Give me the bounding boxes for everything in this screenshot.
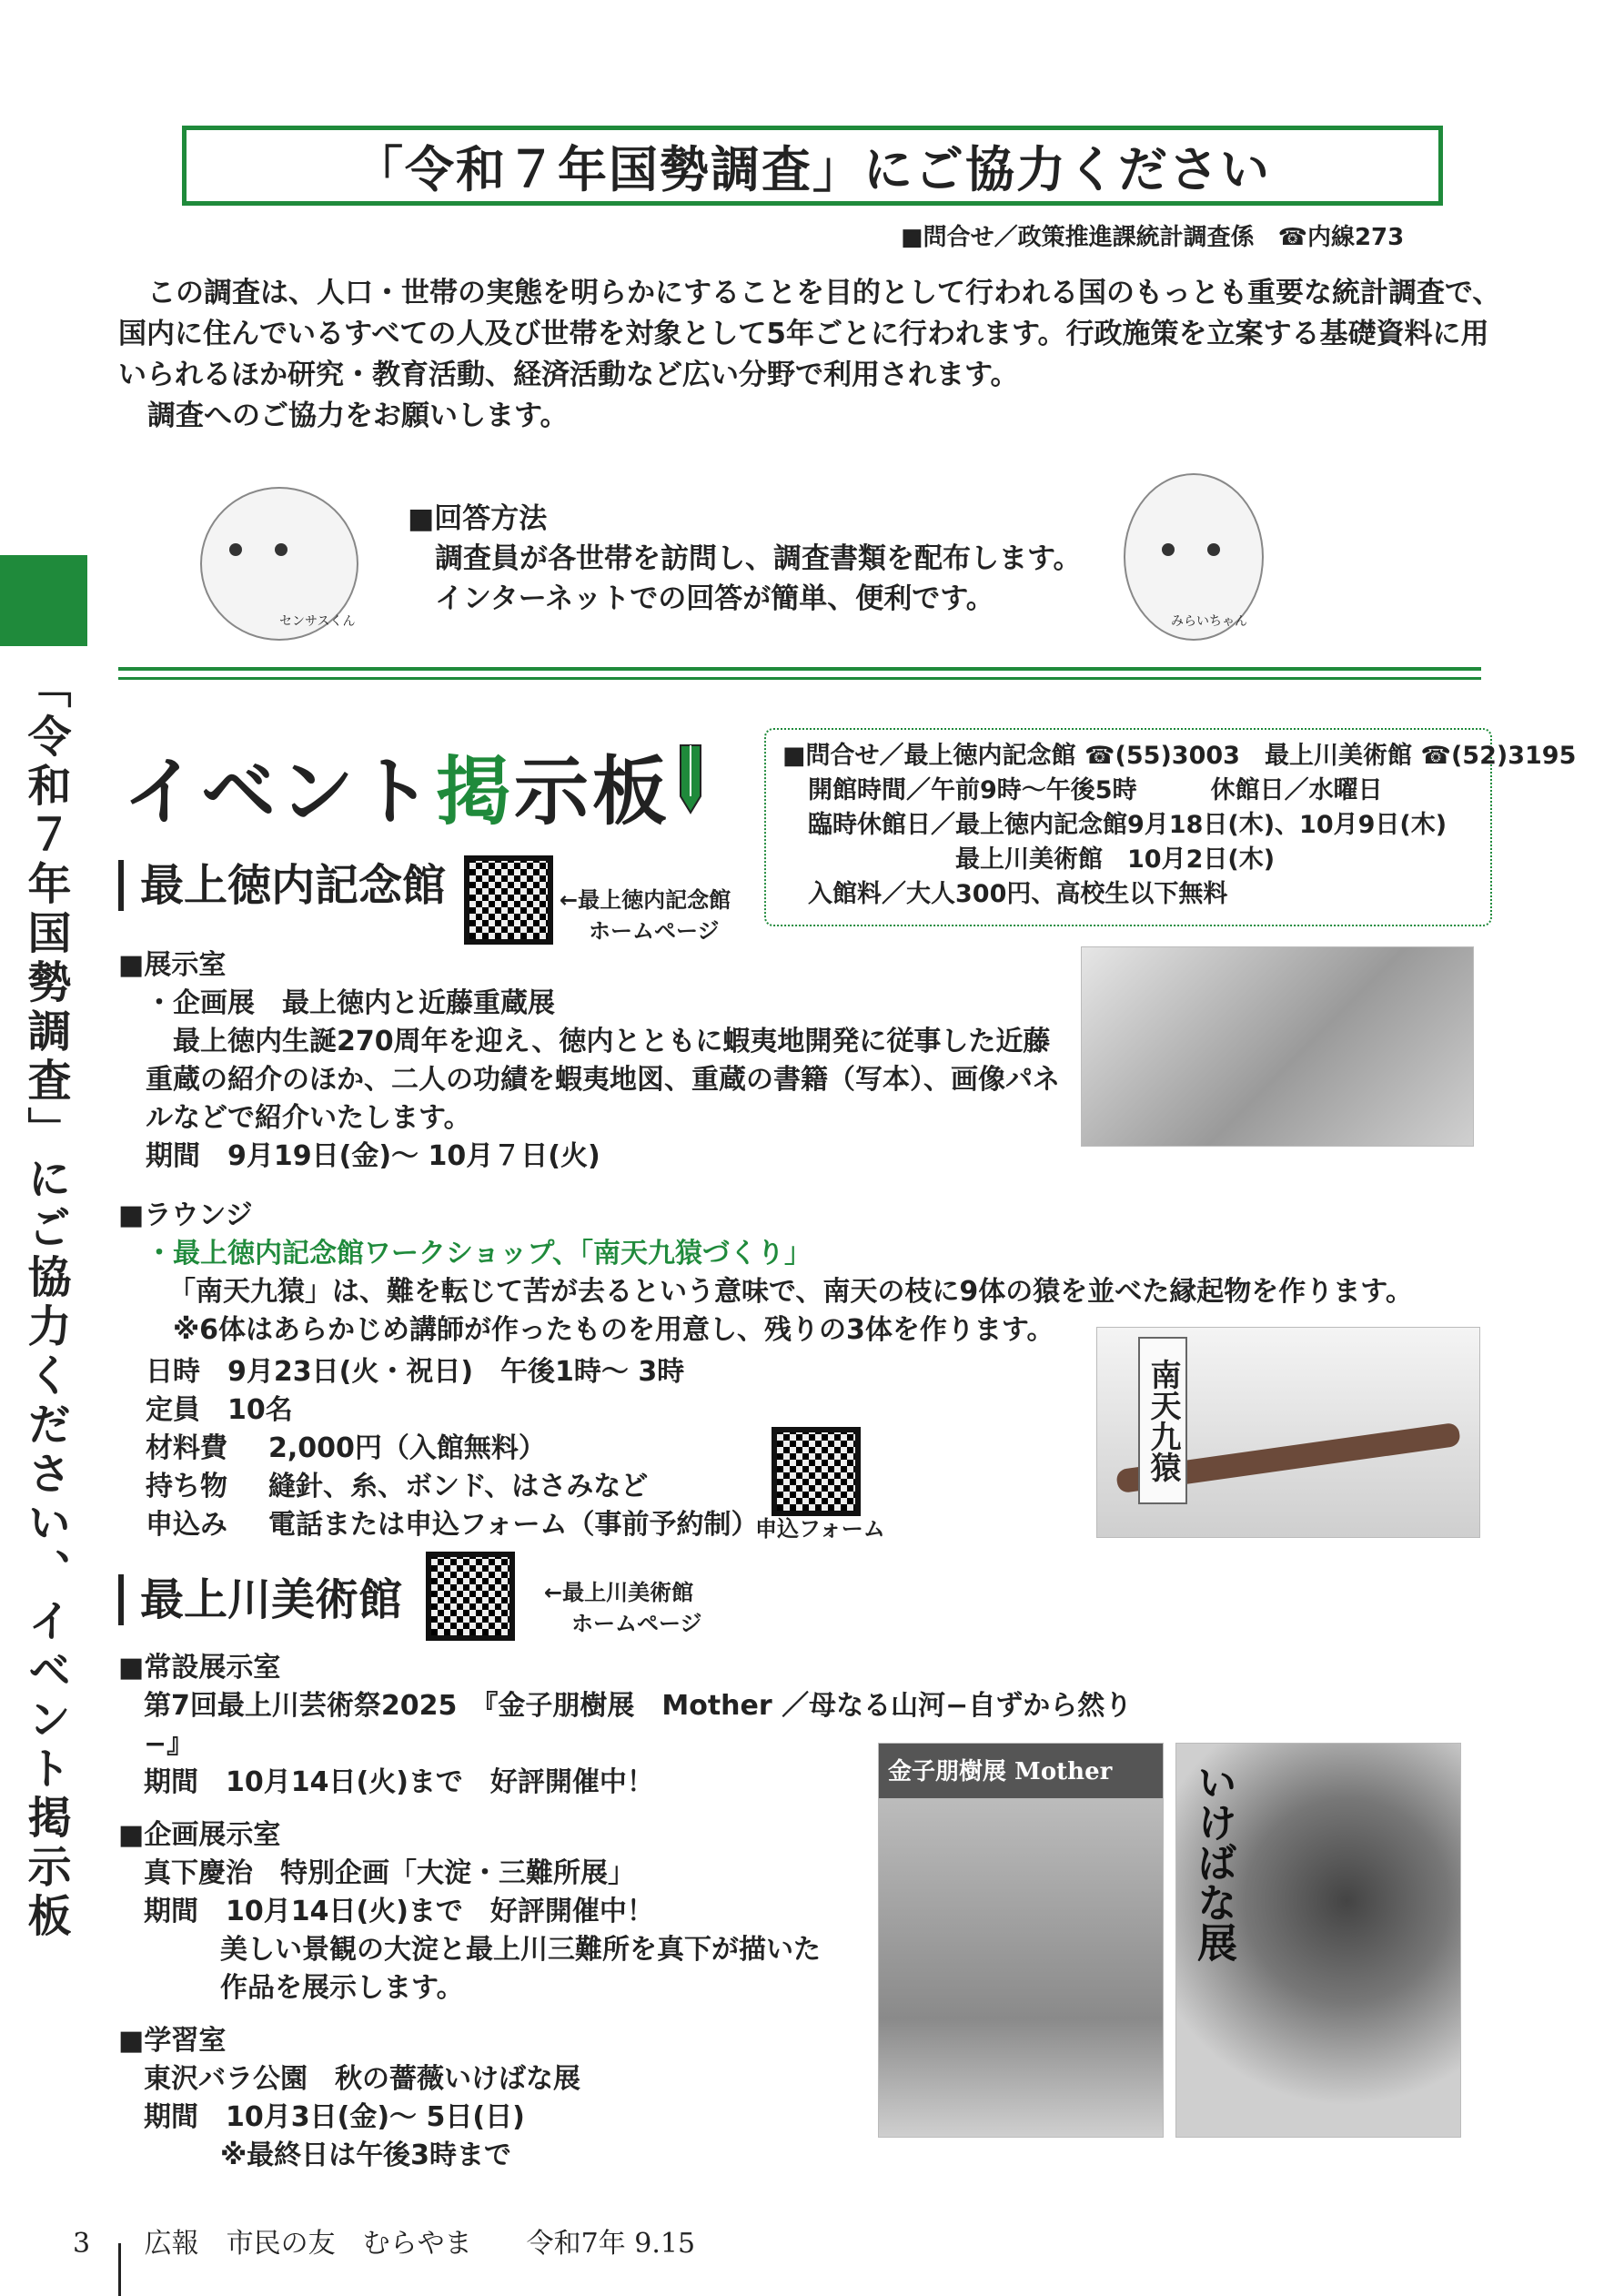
section-heading: ■常設展示室 xyxy=(118,1652,281,1684)
special-period: 期間 10月14日(火)まで 好評開催中！ xyxy=(144,1896,654,1927)
tokunai-exhibit xyxy=(118,946,1064,1176)
detail-label: 持ち物 xyxy=(146,1471,227,1502)
study-period: 期間 10月3日(金)〜 5日(日) xyxy=(144,2101,525,2133)
footer-publication: 広報 市民の友 むらやま 令和7年 9.15 xyxy=(144,2228,696,2260)
qr-code-art[interactable] xyxy=(426,1552,515,1641)
detail-label: 材料費 xyxy=(146,1432,227,1464)
intro-request: 調査へのご協力をお願いします。 xyxy=(147,400,569,432)
event-title-part: 示板 xyxy=(514,749,671,835)
detail-row xyxy=(146,1468,759,1506)
divider xyxy=(118,677,1481,680)
workshop-title: ・最上徳内記念館ワークショップ、「南天九猿づくり」 xyxy=(146,1238,812,1269)
info-line: 臨時休館日／最上徳内記念館9月18日(木)、10月9日(木) xyxy=(808,811,1447,839)
workshop-note: ※6体はあらかじめ講師が作ったものを用意し、残りの3体を作ります。 xyxy=(173,1314,1054,1346)
answer-line: 調査員が各世帯を訪問し、調査書類を配布します。 xyxy=(435,542,1082,575)
answer-heading: ■回答方法 xyxy=(408,502,548,535)
qr-code-form[interactable] xyxy=(772,1427,861,1516)
side-title: 「令和７年国勢調査」にご協力ください、イベント掲示板 xyxy=(20,664,71,1942)
permanent-line: 第7回最上川芸術祭2025 『金子朋樹展 Mother ／母なる山河−自ずから然り−』 xyxy=(144,1690,1133,1760)
poster-kaneko-exhibition xyxy=(878,1743,1164,2138)
event-title-part: 掲 xyxy=(436,749,515,835)
answer-method xyxy=(408,499,1082,619)
exhibit-desc: 最上徳内生誕270周年を迎え、徳内とともに蝦夷地開発に従事した近藤重蔵の紹介のほか、二人の功績を蝦夷地図、重蔵の書籍（写本）、画像パネルなどで紹介いたします。 xyxy=(146,1026,1060,1134)
footer xyxy=(73,2220,695,2261)
special-line: 真下慶治 特別企画「大淀・三難所展」 xyxy=(144,1857,635,1889)
side-tab xyxy=(0,555,87,646)
info-line: ■問合せ／最上徳内記念館 ☎(55)3003 最上川美術館 ☎(52)3195 xyxy=(782,742,1577,770)
study-note: ※最終日は午後3時まで xyxy=(220,2139,512,2171)
detail-value: 電話または申込フォーム（事前予約制） xyxy=(268,1509,759,1541)
detail-value: 2,000円（入館無料） xyxy=(268,1432,546,1464)
detail-value: 9月23日(火・祝日) 午後1時〜 3時 xyxy=(227,1356,685,1388)
event-board-title xyxy=(123,733,671,839)
workshop-details xyxy=(146,1353,759,1544)
event-info-box xyxy=(764,728,1577,926)
nanten-sign: 南天九猿 xyxy=(1138,1337,1187,1504)
census-contact: ■問合せ／政策推進課統計調査係 ☎内線273 xyxy=(901,224,1405,251)
workshop-desc: 「南天九猿」は、難を転じて苦が去るという意味で、南天の枝に9体の猿を並べた縁起物を作ります。 xyxy=(168,1276,1413,1308)
detail-row xyxy=(146,1506,759,1544)
qr-label-line: ホームページ xyxy=(571,1611,702,1636)
detail-label: 申込み xyxy=(146,1509,227,1541)
section-heading: ■学習室 xyxy=(118,2025,227,2057)
answer-line: インターネットでの回答が簡単、便利です。 xyxy=(435,582,994,615)
special-desc: 作品を展示します。 xyxy=(220,1972,464,2004)
permanent-period: 期間 10月14日(火)まで 好評開催中！ xyxy=(144,1766,654,1798)
special-desc: 美しい景観の大淀と最上川三難所を真下が描いた xyxy=(220,1934,821,1966)
art-museum-title: 最上川美術館 xyxy=(118,1574,402,1625)
census-character-right xyxy=(1124,473,1264,641)
nanten-kyuen-image xyxy=(1096,1327,1480,1538)
detail-label: 定員 xyxy=(146,1394,200,1426)
detail-value: 縫針、糸、ボンド、はさみなど xyxy=(268,1471,649,1502)
qr-label xyxy=(544,1577,702,1639)
qr-code-tokunai[interactable] xyxy=(464,855,553,945)
qr-label xyxy=(560,885,731,946)
divider xyxy=(118,667,1481,671)
section-heading: ■企画展示室 xyxy=(118,1819,281,1851)
detail-label: 日時 xyxy=(146,1356,200,1388)
poster-title: いけばな展 xyxy=(1190,1762,1236,1962)
census-title: 「令和７年国勢調査」にご協力ください xyxy=(182,126,1443,206)
eye-icon xyxy=(275,543,287,556)
qr-label-line: ←最上徳内記念館 xyxy=(560,887,731,913)
qr-label-line: ←最上川美術館 xyxy=(544,1580,694,1605)
form-label: 申込フォーム xyxy=(755,1516,885,1542)
census-character-left xyxy=(200,487,358,641)
section-heading: ■展示室 xyxy=(118,949,227,981)
eye-icon xyxy=(1162,543,1175,556)
info-line: 開館時間／午前9時〜午後5時 休館日／水曜日 xyxy=(808,776,1383,804)
study-line: 東沢バラ公園 秋の薔薇いけばな展 xyxy=(144,2063,580,2095)
info-line: 入館料／大人300円、高校生以下無料 xyxy=(808,880,1228,908)
qr-label-line: ホームページ xyxy=(589,918,720,944)
census-intro xyxy=(118,273,1501,437)
detail-row xyxy=(146,1353,759,1391)
page-number: 3 xyxy=(73,2228,91,2260)
pencil-icon xyxy=(675,742,706,814)
detail-value: 10名 xyxy=(227,1394,293,1426)
section-heading: ■ラウンジ xyxy=(118,1199,253,1231)
character-name: みらいちゃん xyxy=(1171,614,1247,629)
eye-icon xyxy=(229,543,242,556)
exhibit-artwork-image xyxy=(1081,946,1474,1147)
exhibit-item: ・企画展 最上徳内と近藤重蔵展 xyxy=(146,987,555,1019)
character-name: センサスくん xyxy=(279,614,356,629)
exhibit-period: 期間 9月19日(金)〜 10月７日(火) xyxy=(146,1140,600,1172)
detail-row xyxy=(146,1430,759,1468)
detail-row xyxy=(146,1391,759,1430)
poster-ikebana-exhibition xyxy=(1175,1743,1461,2138)
event-title-part: イベント xyxy=(123,749,437,835)
intro-paragraph: この調査は、人口・世帯の実態を明らかにすることを目的として行われる国のもっとも重要な統計調査で、国内に住んでいるすべての人及び世帯を対象として5年ごとに行われます。行政施策を立案する基礎資料に用いられるほか研究・教育活動、経済活動など広い分野で利用されます。 xyxy=(118,277,1501,391)
eye-icon xyxy=(1207,543,1220,556)
poster-title: 金子朋樹展 Mother xyxy=(888,1758,1113,1785)
tokunai-title: 最上徳内記念館 xyxy=(118,860,446,911)
info-line: 最上川美術館 10月2日(木) xyxy=(955,845,1276,874)
